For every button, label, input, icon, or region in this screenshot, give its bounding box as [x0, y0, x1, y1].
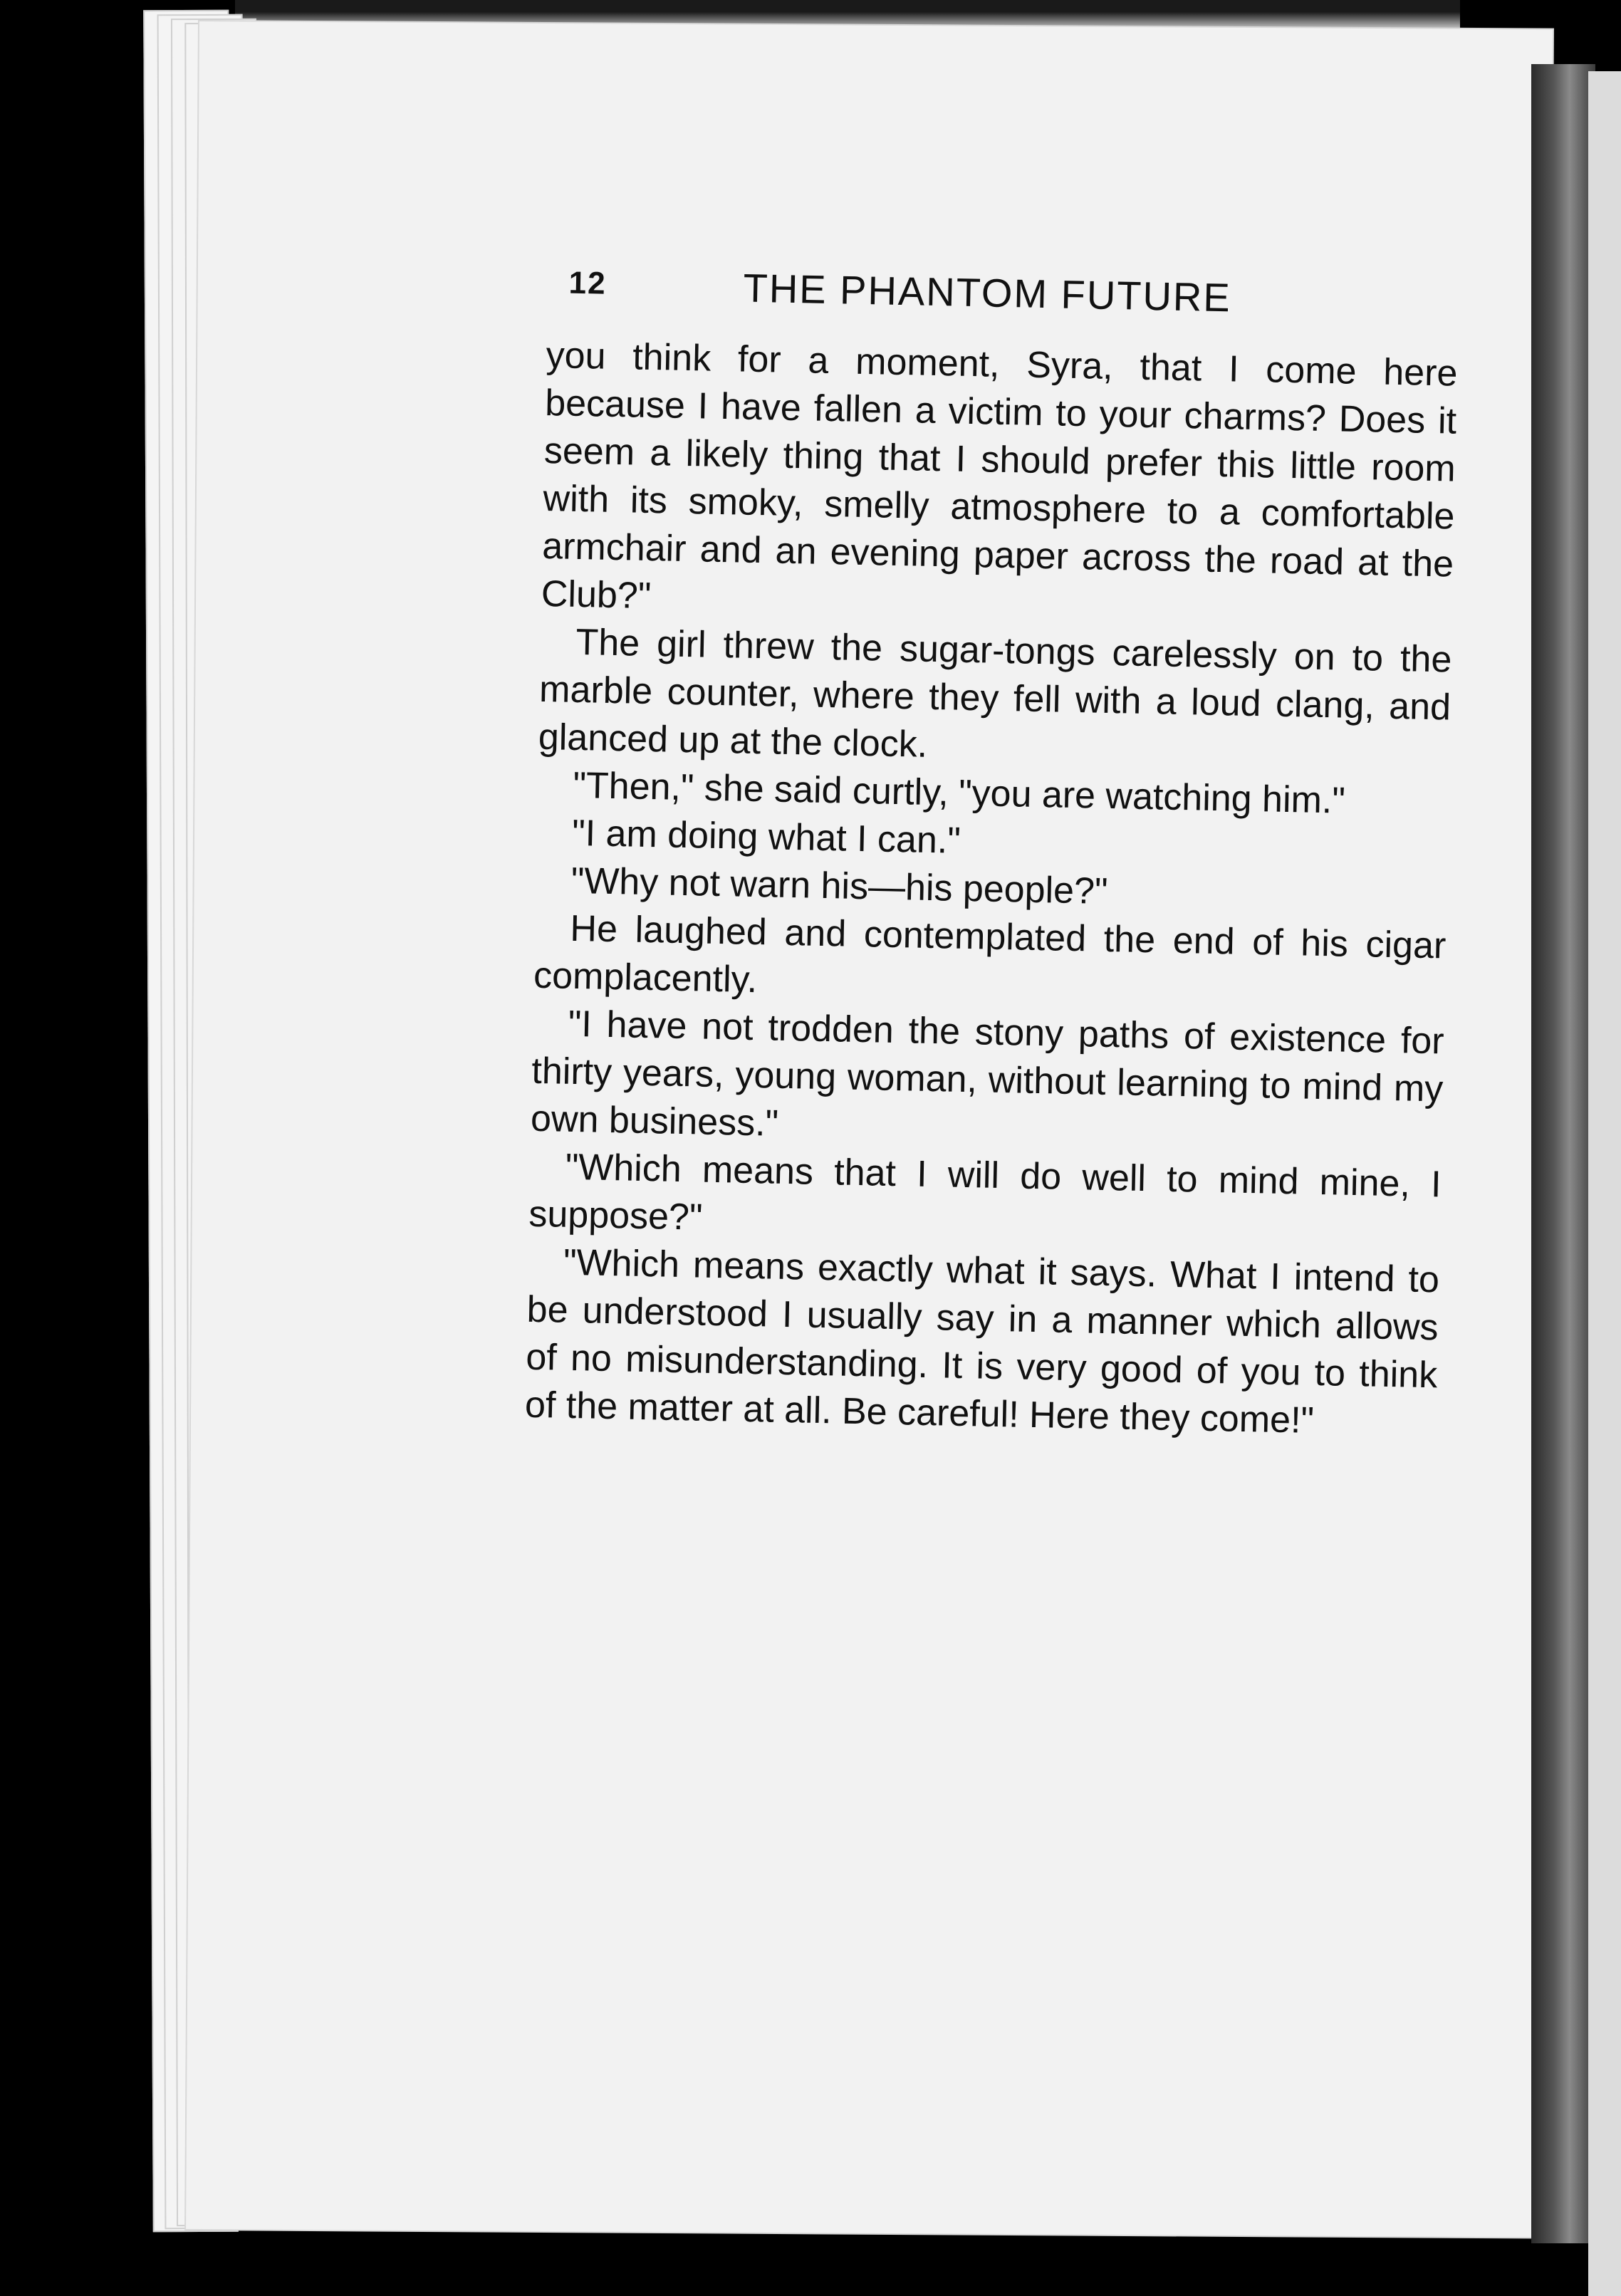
- next-page-edge: [1588, 71, 1621, 2296]
- running-title: THE PHANTOM FUTURE: [742, 265, 1232, 320]
- book-gutter-shadow: [1531, 64, 1595, 2243]
- paragraph: The girl threw the sugar-tongs carelessly on to the marble counter, where they fell with a loud clang, and glanced up at the clock.: [538, 621, 1452, 766]
- paragraph: you think for a moment, Syra, that I come here because I have fallen a victim to your charms? Does it seem a likely thing that I should prefer this little room with its smoky, smelly atmosphere to a comfortable armchair and an evening paper across the road at the Club?": [541, 334, 1458, 617]
- paragraph: "Why not warn his—his people?": [570, 860, 1109, 912]
- paragraph: "I am doing what I can.": [571, 812, 961, 862]
- page-number: 12: [568, 265, 608, 301]
- paragraph: "Which means exactly what it says. What I intend to be understood I usually say in a manner which allows of no misunderstanding. It is very good of you to think of the matter at all. Be careful! Here they come!": [524, 1241, 1440, 1441]
- paragraph: "Then," she said curtly, "you are watching him.": [572, 764, 1346, 822]
- paragraph: "I have not trodden the stony paths of existence for thirty years, young woman, without learning to mind my own business.": [530, 1003, 1445, 1144]
- paragraph: He laughed and contemplated the end of his cigar complacently.: [533, 907, 1447, 1001]
- page-body: [524, 332, 1458, 1447]
- paragraph: "Which means that I will do well to mind mine, I suppose?": [528, 1146, 1442, 1238]
